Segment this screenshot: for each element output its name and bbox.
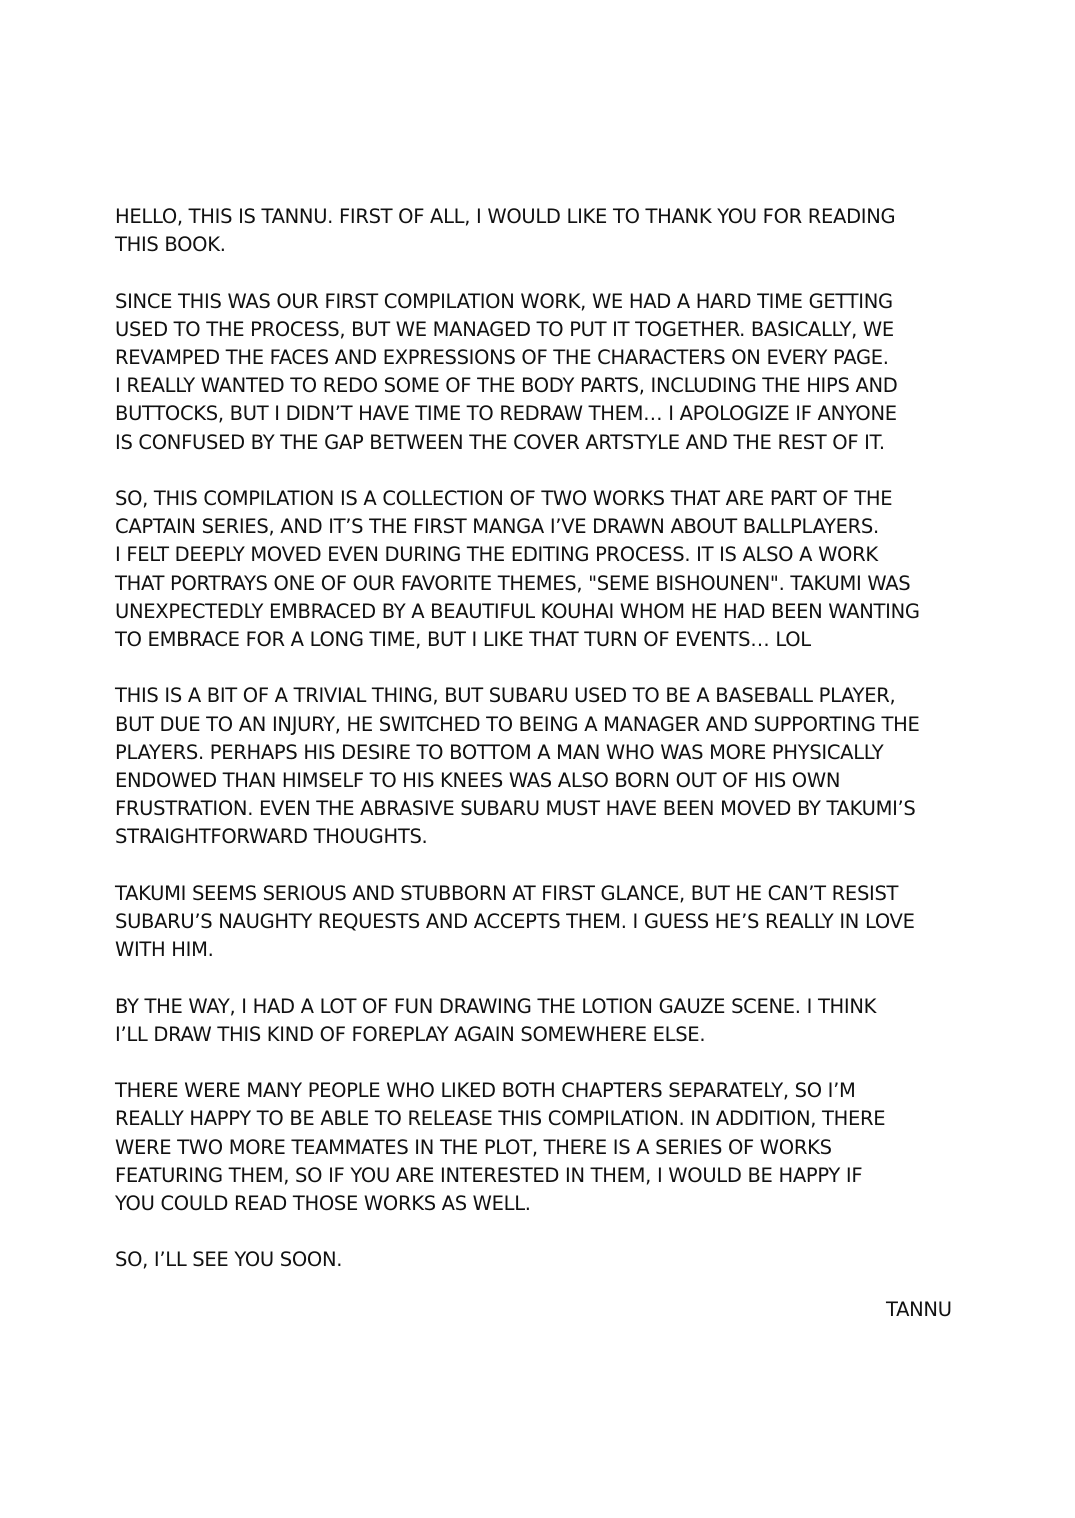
text-line: STRAIGHTFORWARD THOUGHTS.: [115, 825, 428, 849]
text-line: WERE TWO MORE TEAMMATES IN THE PLOT, THERE IS A SERIES OF WORKS: [115, 1135, 832, 1159]
text-line: I FELT DEEPLY MOVED EVEN DURING THE EDITING PROCESS. IT IS ALSO A WORK: [115, 543, 878, 567]
text-line: THERE WERE MANY PEOPLE WHO LIKED BOTH CHAPTERS SEPARATELY, SO I’M: [115, 1079, 856, 1103]
text-line: PLAYERS. PERHAPS HIS DESIRE TO BOTTOM A MAN WHO WAS MORE PHYSICALLY: [115, 740, 884, 764]
text-line: THIS BOOK.: [115, 233, 226, 257]
text-line: TO EMBRACE FOR A LONG TIME, BUT I LIKE THAT TURN OF EVENTS… LOL: [115, 628, 811, 652]
paragraph-greeting: [115, 203, 965, 259]
text-line: REVAMPED THE FACES AND EXPRESSIONS OF THE CHARACTERS ON EVERY PAGE.: [115, 346, 889, 369]
text-line: BUT DUE TO AN INJURY, HE SWITCHED TO BEING A MANAGER AND SUPPORTING THE: [115, 712, 920, 736]
text-line: SINCE THIS WAS OUR FIRST COMPILATION WORK, WE HAD A HARD TIME GETTING: [115, 289, 893, 313]
paragraph-subaru: [115, 682, 965, 851]
text-line: I REALLY WANTED TO REDO SOME OF THE BODY PARTS, INCLUDING THE HIPS AND: [115, 374, 898, 398]
text-line: YOU COULD READ THOSE WORKS AS WELL.: [115, 1192, 531, 1216]
text-line: I’LL DRAW THIS KIND OF FOREPLAY AGAIN SOMEWHERE ELSE.: [115, 1022, 706, 1046]
paragraph-teammates: [115, 1077, 965, 1218]
text-line: SO, THIS COMPILATION IS A COLLECTION OF TWO WORKS THAT ARE PART OF THE: [115, 487, 893, 510]
paragraph-lotion-scene: [115, 993, 965, 1049]
text-line: HELLO, THIS IS TANNU. FIRST OF ALL, I WOULD LIKE TO THANK YOU FOR READING: [115, 205, 896, 228]
paragraph-compilation-process: [115, 288, 965, 457]
text-line: FRUSTRATION. EVEN THE ABRASIVE SUBARU MUST HAVE BEEN MOVED BY TAKUMI’S: [115, 797, 916, 821]
text-line: IS CONFUSED BY THE GAP BETWEEN THE COVER ARTSTYLE AND THE REST OF IT.: [115, 430, 885, 454]
text-line: BUTTOCKS, BUT I DIDN’T HAVE TIME TO REDRAW THEM… I APOLOGIZE IF ANYONE: [115, 402, 897, 426]
text-line: SO, I’LL SEE YOU SOON.: [115, 1248, 343, 1272]
text-line: THAT PORTRAYS ONE OF OUR FAVORITE THEMES, "SEME BISHOUNEN". TAKUMI WAS: [115, 571, 911, 595]
text-line: UNEXPECTEDLY EMBRACED BY A BEAUTIFUL KOUHAI WHOM HE HAD BEEN WANTING: [115, 599, 920, 623]
text-line: REALLY HAPPY TO BE ABLE TO RELEASE THIS COMPILATION. IN ADDITION, THERE: [115, 1107, 886, 1131]
text-line: CAPTAIN SERIES, AND IT’S THE FIRST MANGA I’VE DRAWN ABOUT BALLPLAYERS.: [115, 515, 879, 539]
text-line: SUBARU’S NAUGHTY REQUESTS AND ACCEPTS THEM. I GUESS HE’S REALLY IN LOVE: [115, 910, 915, 934]
text-line: BY THE WAY, I HAD A LOT OF FUN DRAWING THE LOTION GAUZE SCENE. I THINK: [115, 994, 877, 1018]
text-line: THIS IS A BIT OF A TRIVIAL THING, BUT SUBARU USED TO BE A BASEBALL PLAYER,: [115, 684, 896, 708]
afterword-text: [115, 203, 965, 1303]
text-line: FEATURING THEM, SO IF YOU ARE INTERESTED IN THEM, I WOULD BE HAPPY IF: [115, 1163, 863, 1187]
paragraph-captain-series: [115, 485, 965, 654]
paragraph-takumi: [115, 880, 965, 965]
paragraph-closing: [115, 1246, 965, 1274]
text-line: TAKUMI SEEMS SERIOUS AND STUBBORN AT FIRST GLANCE, BUT HE CAN’T RESIST: [115, 881, 899, 905]
author-signature: TANNU: [886, 1298, 952, 1321]
text-line: USED TO THE PROCESS, BUT WE MANAGED TO PUT IT TOGETHER. BASICALLY, WE: [115, 317, 894, 341]
text-line: ENDOWED THAN HIMSELF TO HIS KNEES WAS ALSO BORN OUT OF HIS OWN: [115, 769, 841, 793]
text-line: WITH HIM.: [115, 938, 214, 962]
